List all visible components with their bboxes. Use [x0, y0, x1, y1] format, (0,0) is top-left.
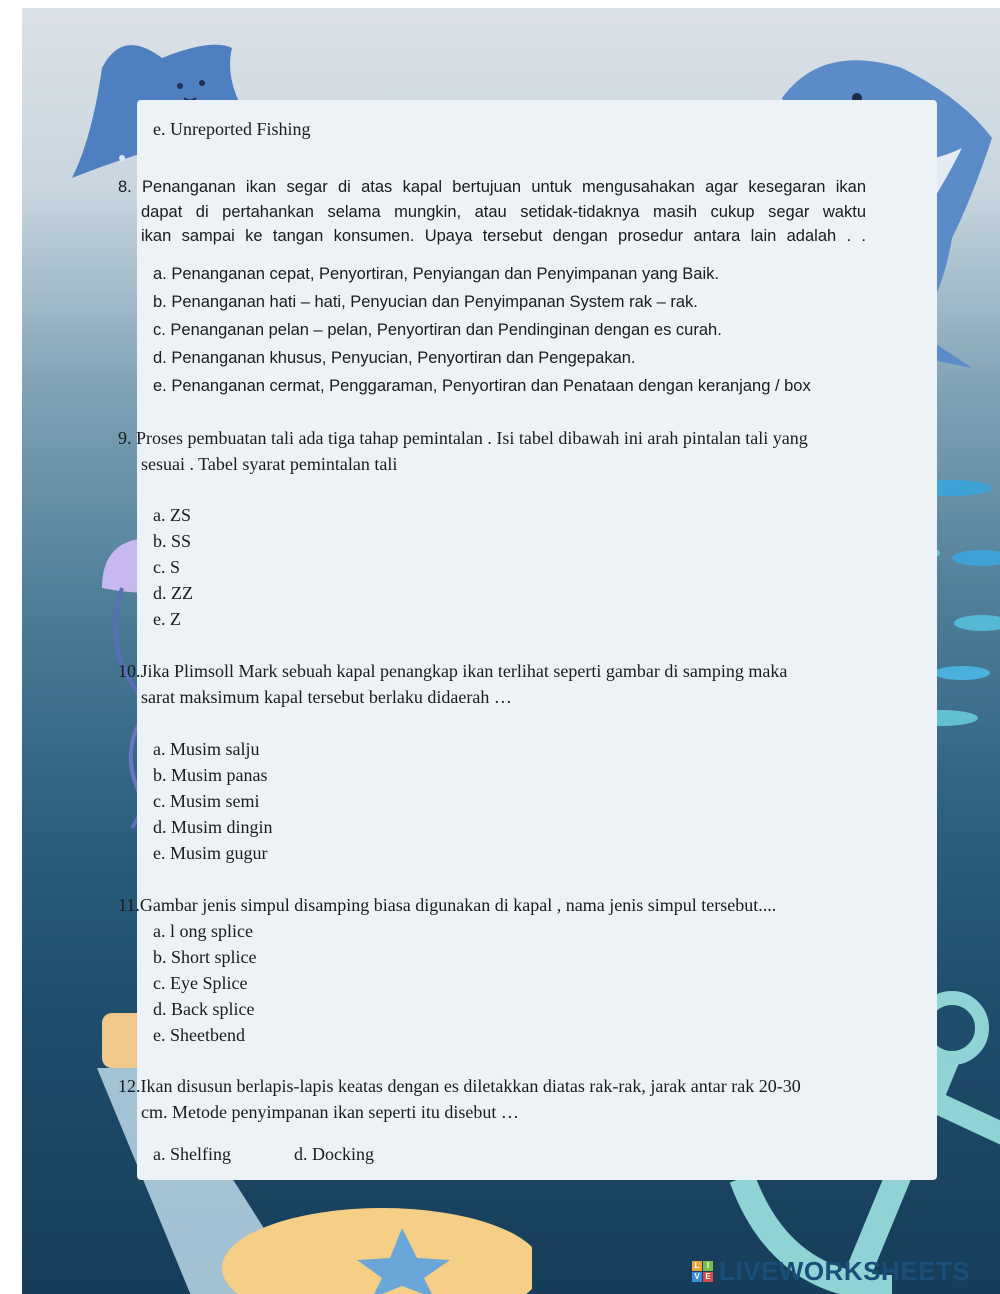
q10-option-e[interactable]: e. Musim gugur — [153, 843, 268, 863]
q10-option-a[interactable]: a. Musim salju — [153, 739, 260, 759]
q9-option-c[interactable]: c. S — [153, 557, 180, 577]
q9-option-b[interactable]: b. SS — [153, 531, 192, 551]
logo-letter-e: E — [703, 1272, 713, 1282]
q9-text — [118, 425, 870, 477]
q12-line-1: 12.Ikan disusun berlapis-lapis keatas dengan es diletakkan diatas rak-rak, jarak antar rak 20-30 — [118, 1076, 801, 1096]
q7-option-e[interactable]: e. Unreported Fishing — [153, 119, 311, 139]
liveworksheets-logo[interactable] — [692, 1256, 992, 1286]
q8-line-3: ikan sampai ke tangan konsumen. Upaya tersebut dengan prosedur antara lain adalah . . — [141, 227, 866, 245]
q11-option-d[interactable]: d. Back splice — [153, 999, 255, 1019]
q12-line-2: cm. Metode penyimpanan ikan seperti itu disebut … — [141, 1102, 519, 1122]
q11-option-c[interactable]: c. Eye Splice — [153, 973, 248, 993]
q9-option-a[interactable]: a. ZS — [153, 505, 191, 525]
q10-option-b[interactable]: b. Musim panas — [153, 765, 268, 785]
q12-option-d[interactable]: d. Docking — [294, 1144, 374, 1164]
logo-letter-l: L — [692, 1261, 702, 1271]
q11-line-1: 11.Gambar jenis simpul disamping biasa digunakan di kapal , nama jenis simpul tersebut.... — [118, 895, 777, 915]
q11-option-a[interactable]: a. l ong splice — [153, 921, 253, 941]
q9-line-1: 9. Proses pembuatan tali ada tiga tahap pemintalan . Isi tabel dibawah ini arah pintalan tali yang — [118, 428, 808, 448]
q10-option-c[interactable]: c. Musim semi — [153, 791, 260, 811]
q8-option-c[interactable]: c. Penanganan pelan – pelan, Penyortiran dan Pendinginan dengan es curah. — [153, 321, 722, 339]
q8-option-a[interactable]: a. Penanganan cepat, Penyortiran, Penyiangan dan Penyimpanan yang Baik. — [153, 265, 719, 283]
q12-option-a[interactable]: a. Shelfing — [153, 1144, 231, 1164]
logo-letter-i: I — [703, 1261, 713, 1271]
q8-option-e[interactable]: e. Penanganan cermat, Penggaraman, Penyortiran dan Penataan dengan keranjang / box — [153, 377, 811, 395]
q9-line-2: sesuai . Tabel syarat pemintalan tali — [141, 454, 398, 474]
q8-option-b[interactable]: b. Penanganan hati – hati, Penyucian dan Penyimpanan System rak – rak. — [153, 293, 698, 311]
q11-option-b[interactable]: b. Short splice — [153, 947, 257, 967]
logo-wordmark: LIVEWORKSHEETS — [719, 1255, 971, 1286]
q8-option-d[interactable]: d. Penanganan khusus, Penyucian, Penyortiran dan Pengepakan. — [153, 349, 636, 367]
logo-letter-v: V — [692, 1272, 702, 1282]
q9-option-d[interactable]: d. ZZ — [153, 583, 193, 603]
q10-line-2: sarat maksimum kapal tersebut berlaku didaerah … — [141, 687, 512, 707]
q8-text — [118, 175, 866, 249]
q9-option-e[interactable]: e. Z — [153, 609, 181, 629]
q11-text — [118, 892, 878, 918]
q8-line-1: 8. Penanganan ikan segar di atas kapal bertujuan untuk mengusahakan agar kesegaran ikan — [118, 178, 866, 196]
q11-option-e[interactable]: e. Sheetbend — [153, 1025, 245, 1045]
q10-line-1: 10.Jika Plimsoll Mark sebuah kapal penangkap ikan terlihat seperti gambar di samping maka — [118, 661, 788, 681]
q10-option-d[interactable]: d. Musim dingin — [153, 817, 273, 837]
q10-text — [118, 658, 878, 710]
q8-line-2: dapat di pertahankan selama mungkin, atau setidak-tidaknya masih cukup segar waktu — [141, 202, 866, 221]
logo-mark — [692, 1261, 713, 1282]
q12-text — [118, 1073, 870, 1125]
